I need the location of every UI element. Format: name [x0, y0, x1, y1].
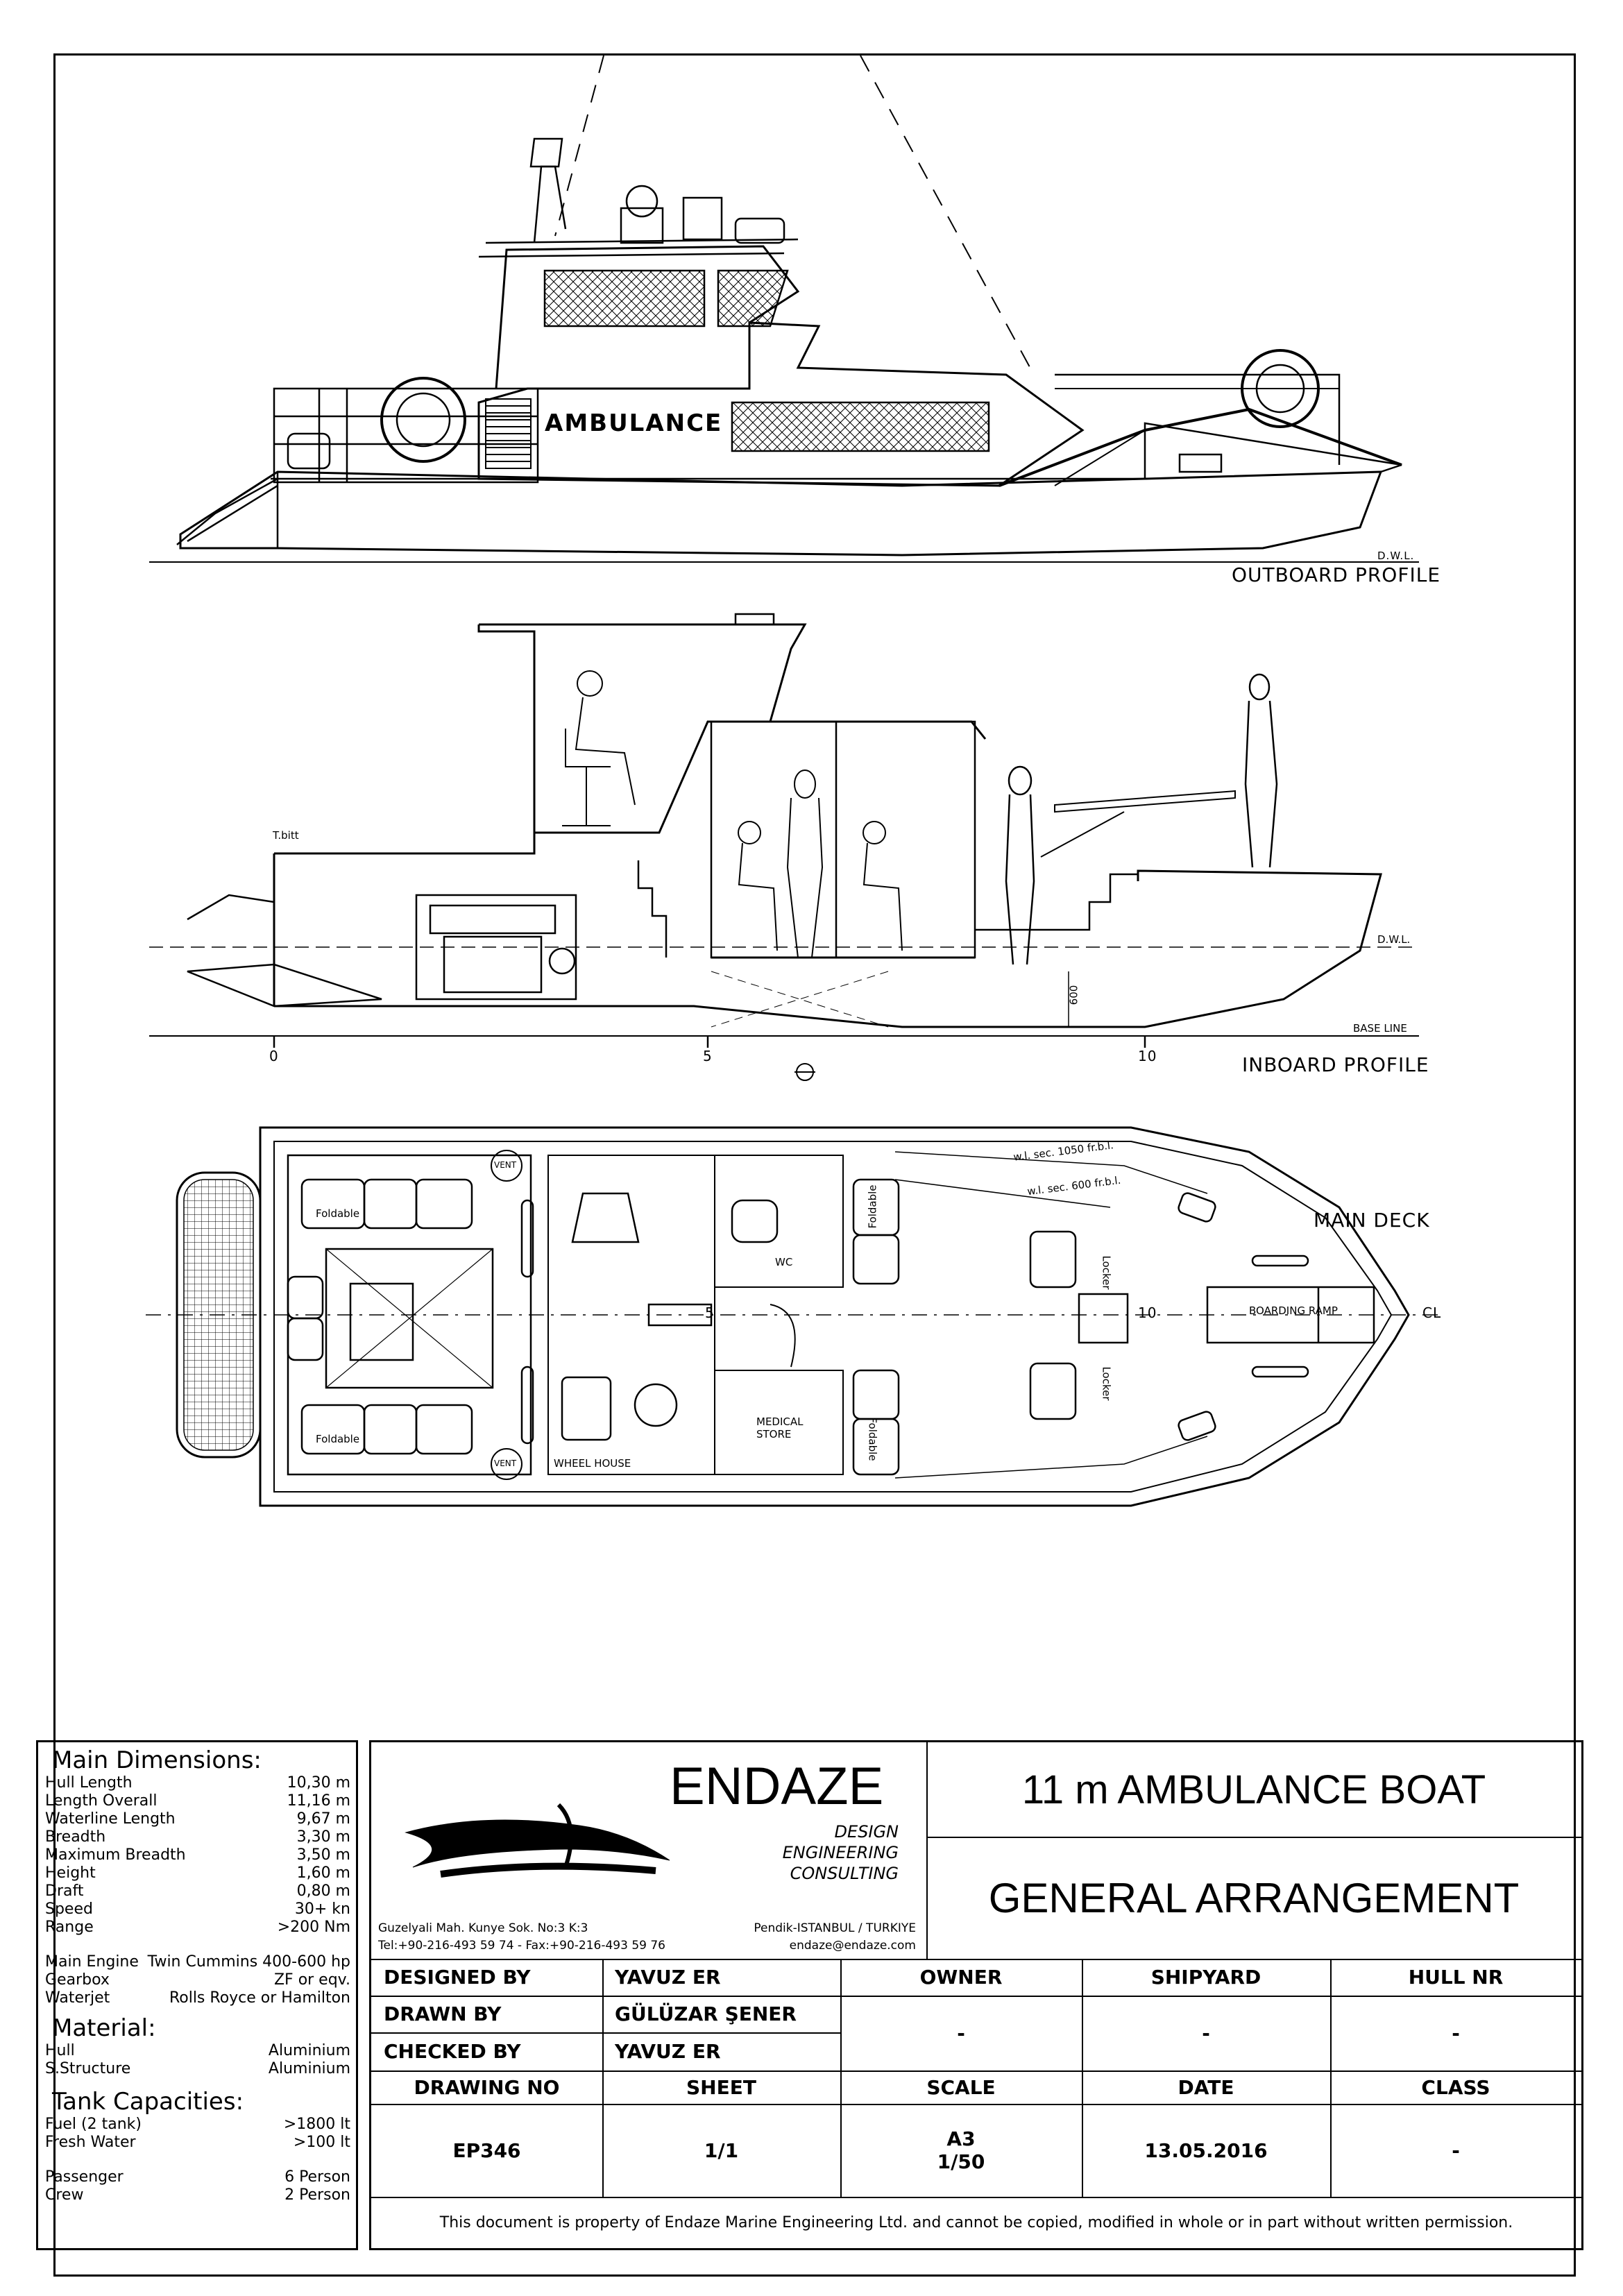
dimension-value: 11,16 m [287, 1792, 350, 1810]
machinery-value: Rolls Royce or Hamilton [169, 1989, 350, 2007]
dimension-label: Maximum Breadth [45, 1846, 186, 1864]
scale-paper-value: A3 [946, 2127, 976, 2150]
dimension-value: 30+ kn [294, 1900, 350, 1918]
dimension-row [38, 1792, 356, 1810]
wheel-house-label: WHEEL HOUSE [554, 1457, 631, 1470]
dimension-value: 3,50 m [296, 1846, 350, 1864]
foldable-label-4: Foldable [866, 1417, 879, 1461]
drawn-by-label: DRAWN BY [384, 2002, 502, 2025]
locker-label-2: Locker [1100, 1366, 1113, 1401]
outboard-profile-label: OUTBOARD PROFILE [1232, 563, 1441, 586]
hull-nr-cell [1330, 1996, 1581, 2072]
dimension-row [38, 1810, 356, 1828]
scale-value: 1/50 [937, 2150, 985, 2173]
drawn-by-cell [602, 1996, 842, 2034]
foldable-label-1: Foldable [316, 1207, 360, 1220]
company-phone: Tel:+90-216-493 59 74 - Fax:+90-216-493 59 76 [378, 1939, 665, 1953]
material-row [38, 2042, 356, 2060]
inboard-profile [149, 614, 1419, 1080]
dimension-value: >200 Nm [277, 1919, 350, 1936]
dimension-label: Height [45, 1864, 96, 1882]
sheet-label-cell [602, 2070, 842, 2105]
owner-value: - [957, 2021, 965, 2045]
machinery-label: Main Engine [45, 1953, 139, 1971]
station-0-label: 0 [269, 1048, 279, 1064]
scale-cell [840, 2104, 1083, 2198]
tank-capacities-heading: Tank Capacities: [52, 2088, 244, 2116]
designed-by-value: YAVUZ ER [615, 1966, 721, 1989]
material-label: S.Structure [45, 2060, 131, 2077]
designed-by-label-cell [371, 1959, 604, 1997]
checked-by-label: CHECKED BY [384, 2040, 521, 2063]
checked-by-value: YAVUZ ER [615, 2040, 721, 2063]
people-label: Crew [45, 2186, 84, 2204]
class-label: CLASS [1421, 2075, 1490, 2099]
dwl-label-inboard: D.W.L. [1377, 933, 1411, 946]
drawn-by-value: GÜLÜZAR ŞENER [615, 2002, 797, 2025]
machinery-list [38, 1953, 356, 2007]
date-cell [1082, 2104, 1332, 2198]
people-row [38, 2186, 356, 2204]
main-deck-label: MAIN DECK [1314, 1209, 1430, 1232]
material-list [38, 2042, 356, 2078]
company-address: Guzelyali Mah. Kunye Sok. No:3 K:3 [378, 1921, 588, 1935]
locker-label-1: Locker [1100, 1255, 1113, 1290]
sheet-cell [602, 2104, 842, 2198]
dimension-value: 1,60 m [296, 1864, 350, 1882]
drawing-title-cell [926, 1837, 1581, 1960]
designed-by-label: DESIGNED BY [384, 1966, 531, 1989]
people-row [38, 2168, 356, 2186]
endaze-logo-icon [399, 1784, 677, 1895]
tank-label: Fresh Water [45, 2134, 136, 2151]
wl-section-1050-label: w.l. sec. 1050 fr.b.l. [1012, 1139, 1114, 1164]
tank-row [38, 2134, 356, 2152]
dimension-value: 10,30 m [287, 1774, 350, 1792]
drawing-no-cell [371, 2104, 604, 2198]
title-block [369, 1740, 1583, 2250]
company-tagline-design: DESIGN [834, 1822, 899, 1842]
dimension-row [38, 1919, 356, 1937]
owner-cell [840, 1996, 1083, 2072]
hull-nr-label-cell [1330, 1959, 1581, 1997]
hull-nr-value: - [1452, 2021, 1460, 2045]
main-dimensions-heading: Main Dimensions: [52, 1746, 262, 1774]
drawn-by-label-cell [371, 1996, 604, 2034]
scale-label-cell [840, 2070, 1083, 2105]
sheet-value: 1/1 [704, 2138, 739, 2162]
inboard-profile-label: INBOARD PROFILE [1242, 1053, 1429, 1076]
dimension-label: Draft [45, 1882, 84, 1900]
sheet-label: SHEET [686, 2075, 756, 2099]
dimension-row [38, 1900, 356, 1919]
dimension-value: 0,80 m [296, 1882, 350, 1900]
checked-by-label-cell [371, 2032, 604, 2072]
boarding-ramp-label: BOARDING RAMP [1249, 1304, 1338, 1317]
disclaimer-cell [371, 2197, 1581, 2248]
drawing-title: GENERAL ARRANGEMENT [988, 1874, 1520, 1921]
tank-list [38, 2116, 356, 2152]
tbitt-label: T.bitt [273, 829, 299, 842]
dimension-label: Waterline Length [45, 1810, 176, 1828]
main-dimensions-panel [36, 1740, 358, 2250]
company-email: endaze@endaze.com [789, 1939, 916, 1953]
machinery-label: Gearbox [45, 1971, 110, 1989]
station-10-label: 10 [1138, 1048, 1157, 1064]
class-value: - [1452, 2138, 1460, 2162]
station-5-label: 5 [703, 1048, 713, 1064]
material-value: Aluminium [268, 2060, 350, 2077]
shipyard-cell [1082, 1996, 1332, 2072]
machinery-value: ZF or eqv. [273, 1971, 350, 1989]
date-label-cell [1082, 2070, 1332, 2105]
date-value: 13.05.2016 [1144, 2138, 1268, 2162]
deck-station-10-label: 10 [1138, 1304, 1157, 1321]
dimension-value: 9,67 m [296, 1810, 350, 1828]
dimension-row [38, 1846, 356, 1864]
baseline-label: BASE LINE [1353, 1022, 1407, 1035]
date-label: DATE [1178, 2075, 1234, 2099]
dimension-label: Length Overall [45, 1792, 158, 1810]
machinery-row [38, 1989, 356, 2007]
people-value: 2 Person [284, 2186, 350, 2204]
company-logo-area [371, 1742, 928, 1960]
project-title-cell [926, 1742, 1581, 1838]
material-label: Hull [45, 2042, 75, 2059]
disclaimer-text: This document is property of Endaze Marine Engineering Ltd. and cannot be copied, modified in whole or in part without written permission. [439, 2213, 1513, 2231]
company-name: ENDAZE [670, 1757, 884, 1816]
dimension-label: Speed [45, 1900, 93, 1918]
class-label-cell [1330, 2070, 1581, 2105]
dimension-label: Breadth [45, 1828, 106, 1846]
tank-value: >100 lt [293, 2134, 350, 2151]
checked-by-cell [602, 2032, 842, 2072]
dimension-label: Hull Length [45, 1774, 133, 1792]
machinery-value: Twin Cummins 400-600 hp [147, 1953, 350, 1971]
tank-value: >1800 lt [283, 2116, 350, 2133]
designed-by-cell [602, 1959, 842, 1997]
owner-label-cell [840, 1959, 1083, 1997]
outboard-profile [149, 56, 1419, 562]
centerline-label: CL [1422, 1304, 1442, 1321]
dimension-list [38, 1774, 356, 1937]
material-row [38, 2060, 356, 2078]
company-tagline-engineering: ENGINEERING [782, 1843, 899, 1862]
deck-station-5-label: 5 [705, 1304, 715, 1321]
vent-label-2: VENT [494, 1459, 517, 1468]
machinery-row [38, 1953, 356, 1971]
tank-label: Fuel (2 tank) [45, 2116, 142, 2133]
shipyard-value: - [1202, 2021, 1210, 2045]
wc-label: WC [775, 1256, 793, 1268]
dimension-row [38, 1882, 356, 1900]
vent-label-1: VENT [494, 1160, 517, 1170]
people-value: 6 Person [284, 2168, 350, 2186]
material-heading: Material: [52, 2014, 156, 2042]
shipyard-label: SHIPYARD [1150, 1966, 1261, 1989]
people-label: Passenger [45, 2168, 124, 2186]
main-deck-plan [146, 1128, 1440, 1506]
machinery-row [38, 1971, 356, 1989]
shipyard-label-cell [1082, 1959, 1332, 1997]
height-600-label: 600 [1067, 985, 1080, 1005]
material-value: Aluminium [268, 2042, 350, 2059]
tank-row [38, 2116, 356, 2134]
people-list [38, 2168, 356, 2204]
wl-section-600-label: w.l. sec. 600 fr.b.l. [1026, 1173, 1122, 1198]
boat-name-label: AMBULANCE [545, 409, 723, 437]
company-tagline-consulting: CONSULTING [790, 1864, 899, 1883]
hull-nr-label: HULL NR [1408, 1966, 1504, 1989]
medical-store-label: MEDICAL STORE [756, 1415, 804, 1440]
drawing-no-label-cell [371, 2070, 604, 2105]
machinery-label: Waterjet [45, 1989, 110, 2007]
dimension-row [38, 1864, 356, 1882]
scale-label: SCALE [926, 2075, 996, 2099]
owner-label: OWNER [919, 1966, 1003, 1989]
dwl-label-outboard: D.W.L. [1377, 550, 1415, 562]
class-cell [1330, 2104, 1581, 2198]
project-title: 11 m AMBULANCE BOAT [1021, 1767, 1486, 1812]
company-city: Pendik-ISTANBUL / TURKIYE [754, 1921, 916, 1935]
dimension-row [38, 1774, 356, 1792]
foldable-label-2: Foldable [316, 1433, 360, 1445]
dimension-label: Range [45, 1919, 94, 1936]
dimension-value: 3,30 m [296, 1828, 350, 1846]
drawing-no-value: EP346 [452, 2138, 521, 2162]
foldable-label-3: Foldable [866, 1184, 879, 1229]
dimension-row [38, 1828, 356, 1846]
drawing-no-label: DRAWING NO [414, 2075, 560, 2099]
